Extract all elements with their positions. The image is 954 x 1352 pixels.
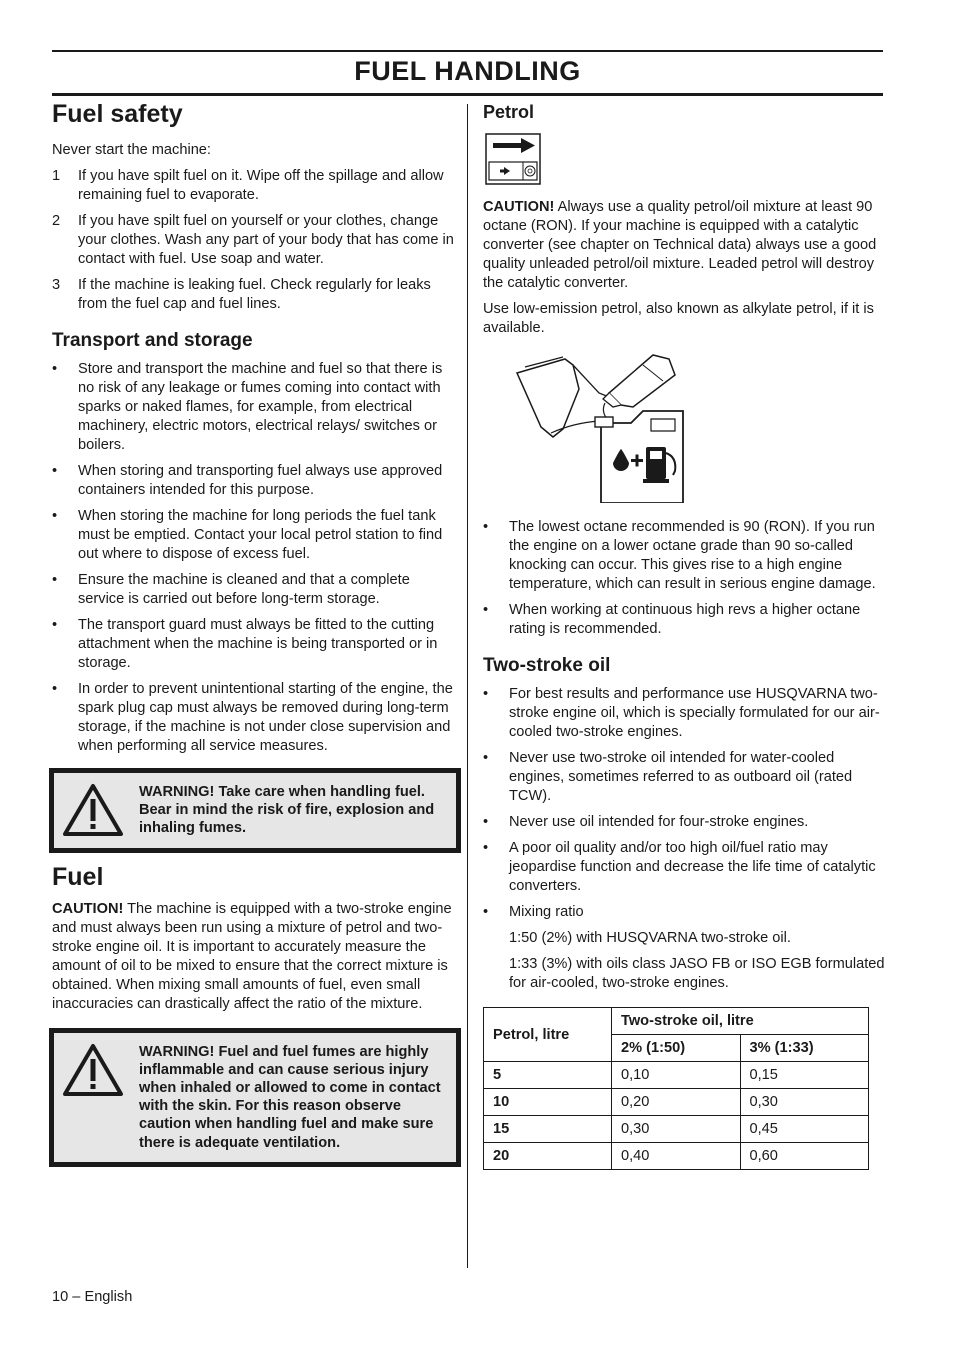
title-rule [52, 93, 883, 96]
page-footer: 10 – English [52, 1289, 133, 1305]
list-item: • When storing the machine for long periods the fuel tank must be emptied. Contact your local petrol station to find out where to dispose of excess fuel. [52, 508, 443, 562]
list-item: • The transport guard must always be fitted to the cutting attachment when the machine is being transported or in storage. [52, 617, 438, 671]
table-header-2pct: 2% (1:50) [612, 1035, 741, 1062]
list-item: • The lowest octane recommended is 90 (RON). If you run the engine on a lower octane grade than 90 so-called knocking can occur. This gives rise to a high engine temperature, which can result in serious engine damage. [483, 519, 876, 592]
warning-text: WARNING! Take care when handling fuel. Bear in mind the risk of fire, explosion and inhaling fumes. [139, 784, 435, 837]
table-row: 15 0,30 0,45 [484, 1116, 869, 1143]
fuel-safety-intro: Never start the machine: [52, 142, 211, 158]
list-item: • Never use oil intended for four-stroke engines. [483, 814, 809, 830]
fuel-filler-arrow-icon [485, 133, 541, 185]
table-header-3pct: 3% (1:33) [740, 1035, 869, 1062]
list-item: • When storing and transporting fuel always use approved containers intended for this purpose. [52, 463, 443, 498]
list-item: 3 If the machine is leaking fuel. Check regularly for leaks from the fuel cap and fuel lines. [52, 277, 431, 312]
table-row: 20 0,40 0,60 [484, 1143, 869, 1170]
list-item: • When working at continuous high revs a higher octane rating is recommended. [483, 602, 861, 637]
list-item: 1 If you have spilt fuel on it. Wipe off the spillage and allow remaining fuel to evaporate. [52, 168, 444, 203]
fuel-safety-list [52, 167, 456, 314]
list-item: • For best results and performance use HUSQVARNA two-stroke engine oil, which is specially formulated for our air-cooled two-stroke engines. [483, 686, 880, 740]
warning-box-fuel-handling [49, 768, 461, 853]
petrol-alkylate-note: Use low-emission petrol, also known as alkylate petrol, if it is available. [483, 301, 874, 336]
top-rule [52, 50, 883, 52]
left-column [52, 100, 456, 1177]
mixing-table [483, 1007, 869, 1170]
ratio-jaso: 1:33 (3%) with oils class JASO FB or ISO EGB formulated for air-cooled, two-stroke engines. [509, 956, 885, 991]
table-row: 5 0,10 0,15 [484, 1062, 869, 1089]
table-header-oil: Two-stroke oil, litre [612, 1008, 869, 1035]
list-item: • Ensure the machine is cleaned and that a complete service is carried out before long-term storage. [52, 572, 410, 607]
transport-heading: Transport and storage [52, 330, 253, 351]
list-item: • Never use two-stroke oil intended for water-cooled engines, sometimes referred to as outboard oil (rated TCW). [483, 750, 853, 804]
fuel-mixing-illustration [513, 353, 693, 503]
petrol-caution: CAUTION! Always use a quality petrol/oil mixture at least 90 octane (RON). If your machine is equipped with a catalytic converter (see chapter on Technical data) always use a good quality unleaded petrol/oil mixture. Leaded petrol will destroy the catalytic converter. [483, 199, 877, 291]
right-column [483, 102, 885, 1170]
fuel-caution: CAUTION! The machine is equipped with a two-stroke engine and must always been run using a mixture of petrol and two-stroke engine oil. It is important to accurately measure the amount of oil to be mixed to ensure that the correct mixture is obtained. When mixing small amounts of fuel, even small inaccuracies can drastically affect the ratio of the mixture. [52, 900, 452, 1012]
two-stroke-heading: Two-stroke oil [483, 655, 611, 676]
list-item: 2 If you have spilt fuel on yourself or your clothes, change your clothes. Wash any part of your body that has come in contact with fuel. Use soap and water. [52, 213, 454, 267]
page-title: FUEL HANDLING [354, 56, 581, 86]
list-item: • Store and transport the machine and fuel so that there is no risk of any leakage or fumes coming into contact with sparks or naked flames, for example, from electrical machinery, electric motors, electrical relays/ switches or boilers. [52, 361, 443, 453]
list-item: • A poor oil quality and/or too high oil/fuel ratio may jeopardise function and decrease the life time of catalytic converters. [483, 840, 876, 894]
warning-text: WARNING! Fuel and fuel fumes are highly inflammable and can cause serious injury when inhaled or allowed to come in contact with the skin. For this reason observe caution when handling fuel and make sure there is adequate ventilation. [139, 1043, 441, 1151]
two-stroke-list [483, 685, 885, 922]
ratio-husqvarna: 1:50 (2%) with HUSQVARNA two-stroke oil. [509, 930, 791, 946]
list-item: • In order to prevent unintentional starting of the engine, the spark plug cap must always be removed during long-term storage, if the machine is not under close supervision and when performing all service measures. [52, 681, 453, 754]
octane-list [483, 518, 885, 639]
table-row: 10 0,20 0,30 [484, 1089, 869, 1116]
fuel-heading: Fuel [52, 862, 104, 891]
warning-box-fuel-fumes [49, 1028, 461, 1167]
warning-triangle-icon [62, 783, 124, 837]
column-divider [467, 104, 468, 1268]
transport-list [52, 360, 456, 756]
list-item: • Mixing ratio [483, 904, 584, 920]
table-header-petrol: Petrol, litre [484, 1008, 612, 1062]
fuel-safety-heading: Fuel safety [52, 100, 183, 128]
warning-triangle-icon [62, 1043, 124, 1097]
petrol-heading: Petrol [483, 102, 535, 122]
